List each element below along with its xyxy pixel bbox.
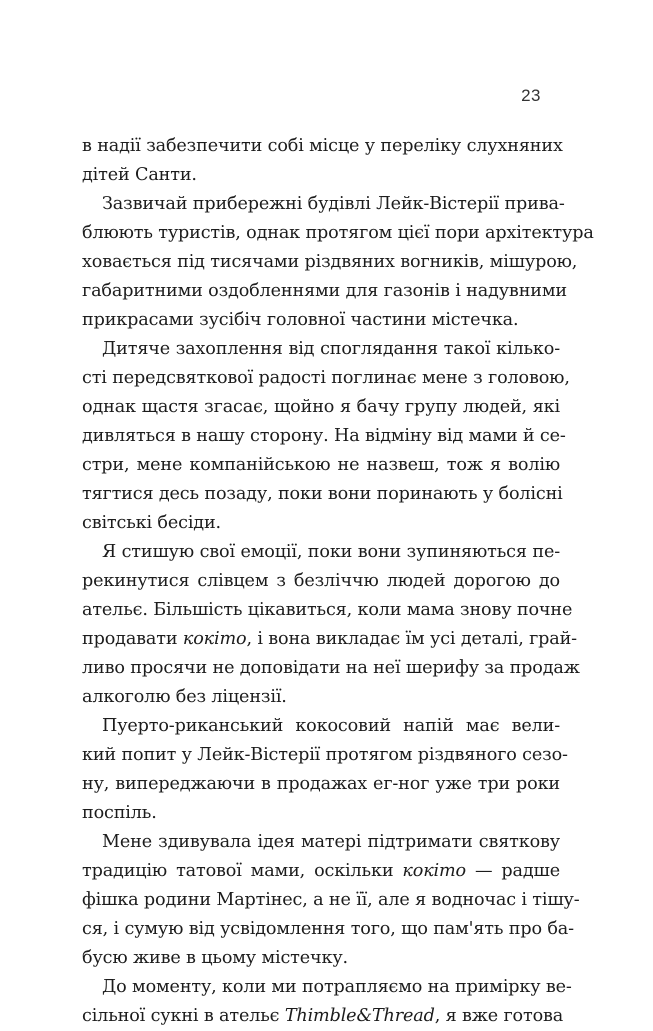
text-line: Мене здивувала ідея матері підтримати святкову (102, 832, 560, 852)
text-line: До моменту, коли ми потрапляємо на примірку ве- (102, 977, 572, 997)
text-segment: продавати (82, 629, 183, 649)
text-line: Я стишую свої емоції, поки вони зупиняються пе- (102, 542, 560, 562)
text-segment: сільної сукні в ательє (82, 1006, 285, 1026)
text-line: ливо просячи не доповідати на неї шерифу за продаж (82, 658, 580, 678)
text-line: Зазвичай прибережні будівлі Лейк-Вістерії прива- (102, 194, 565, 214)
text-line: ательє. Більшість цікавиться, коли мама знову почне (82, 600, 573, 620)
text-line: стри, мене компанійською не назвеш, тож я волію (82, 455, 560, 475)
text-line: рекинутися слівцем з безліччю людей дорогою до (82, 571, 560, 591)
text-line: Дитяче захоплення від споглядання такої кілько- (102, 339, 560, 359)
italic-term: кокіто (402, 861, 466, 881)
text-line: алкоголю без ліцензії. (82, 687, 287, 707)
italic-term: Thimble&Thread (284, 1006, 435, 1026)
text-line: світські бесіди. (82, 513, 222, 533)
text-line: дивляться в нашу сторону. На відміну від мами й се- (82, 426, 566, 446)
text-segment: традицію татової мами, оскільки (82, 861, 403, 881)
text-line: габаритними оздобленнями для газонів і надувними (82, 281, 567, 301)
page-number: 23 (521, 86, 541, 105)
text-line: однак щастя згасає, щойно я бачу групу людей, які (82, 397, 560, 417)
text-line: ся, і сумую від усвідомлення того, що пам'ять про ба- (82, 919, 574, 939)
text-line: тягтися десь позаду, поки вони поринають у болісні (82, 484, 563, 504)
text-line: поспіль. (82, 803, 157, 823)
text-line (82, 857, 560, 886)
text-line: ховається під тисячами різдвяних вогників, мішурою, (82, 252, 578, 272)
text-line: в надії забезпечити собі місце у переліку слухняних (82, 136, 563, 156)
text-line: ну, випереджаючи в продажах ег-ног уже три роки (82, 774, 560, 794)
text-line: сті передсвяткової радості поглинає мене з головою, (82, 368, 570, 388)
text-segment: , і вона викладає їм усі деталі, грай- (246, 629, 577, 649)
text-line (82, 1002, 564, 1031)
body-text (82, 132, 594, 1031)
text-line: блюють туристів, однак протягом цієї пори архітектура (82, 223, 594, 243)
text-line: дітей Санти. (82, 165, 197, 185)
text-line: прикрасами зусібіч головної частини містечка. (82, 310, 519, 330)
text-segment: , я вже готова (434, 1006, 564, 1026)
text-line: Пуерто-риканський кокосовий напій має вели- (102, 716, 560, 736)
text-line: фішка родини Мартінес, а не її, але я водночас і тішу- (82, 890, 580, 910)
text-segment: — радше (466, 861, 560, 881)
text-line: бусю живе в цьому містечку. (82, 948, 348, 968)
text-line (82, 625, 577, 654)
italic-term: кокіто (182, 629, 247, 649)
text-line: кий попит у Лейк-Вістерії протягом різдвяного сезо- (82, 745, 568, 765)
